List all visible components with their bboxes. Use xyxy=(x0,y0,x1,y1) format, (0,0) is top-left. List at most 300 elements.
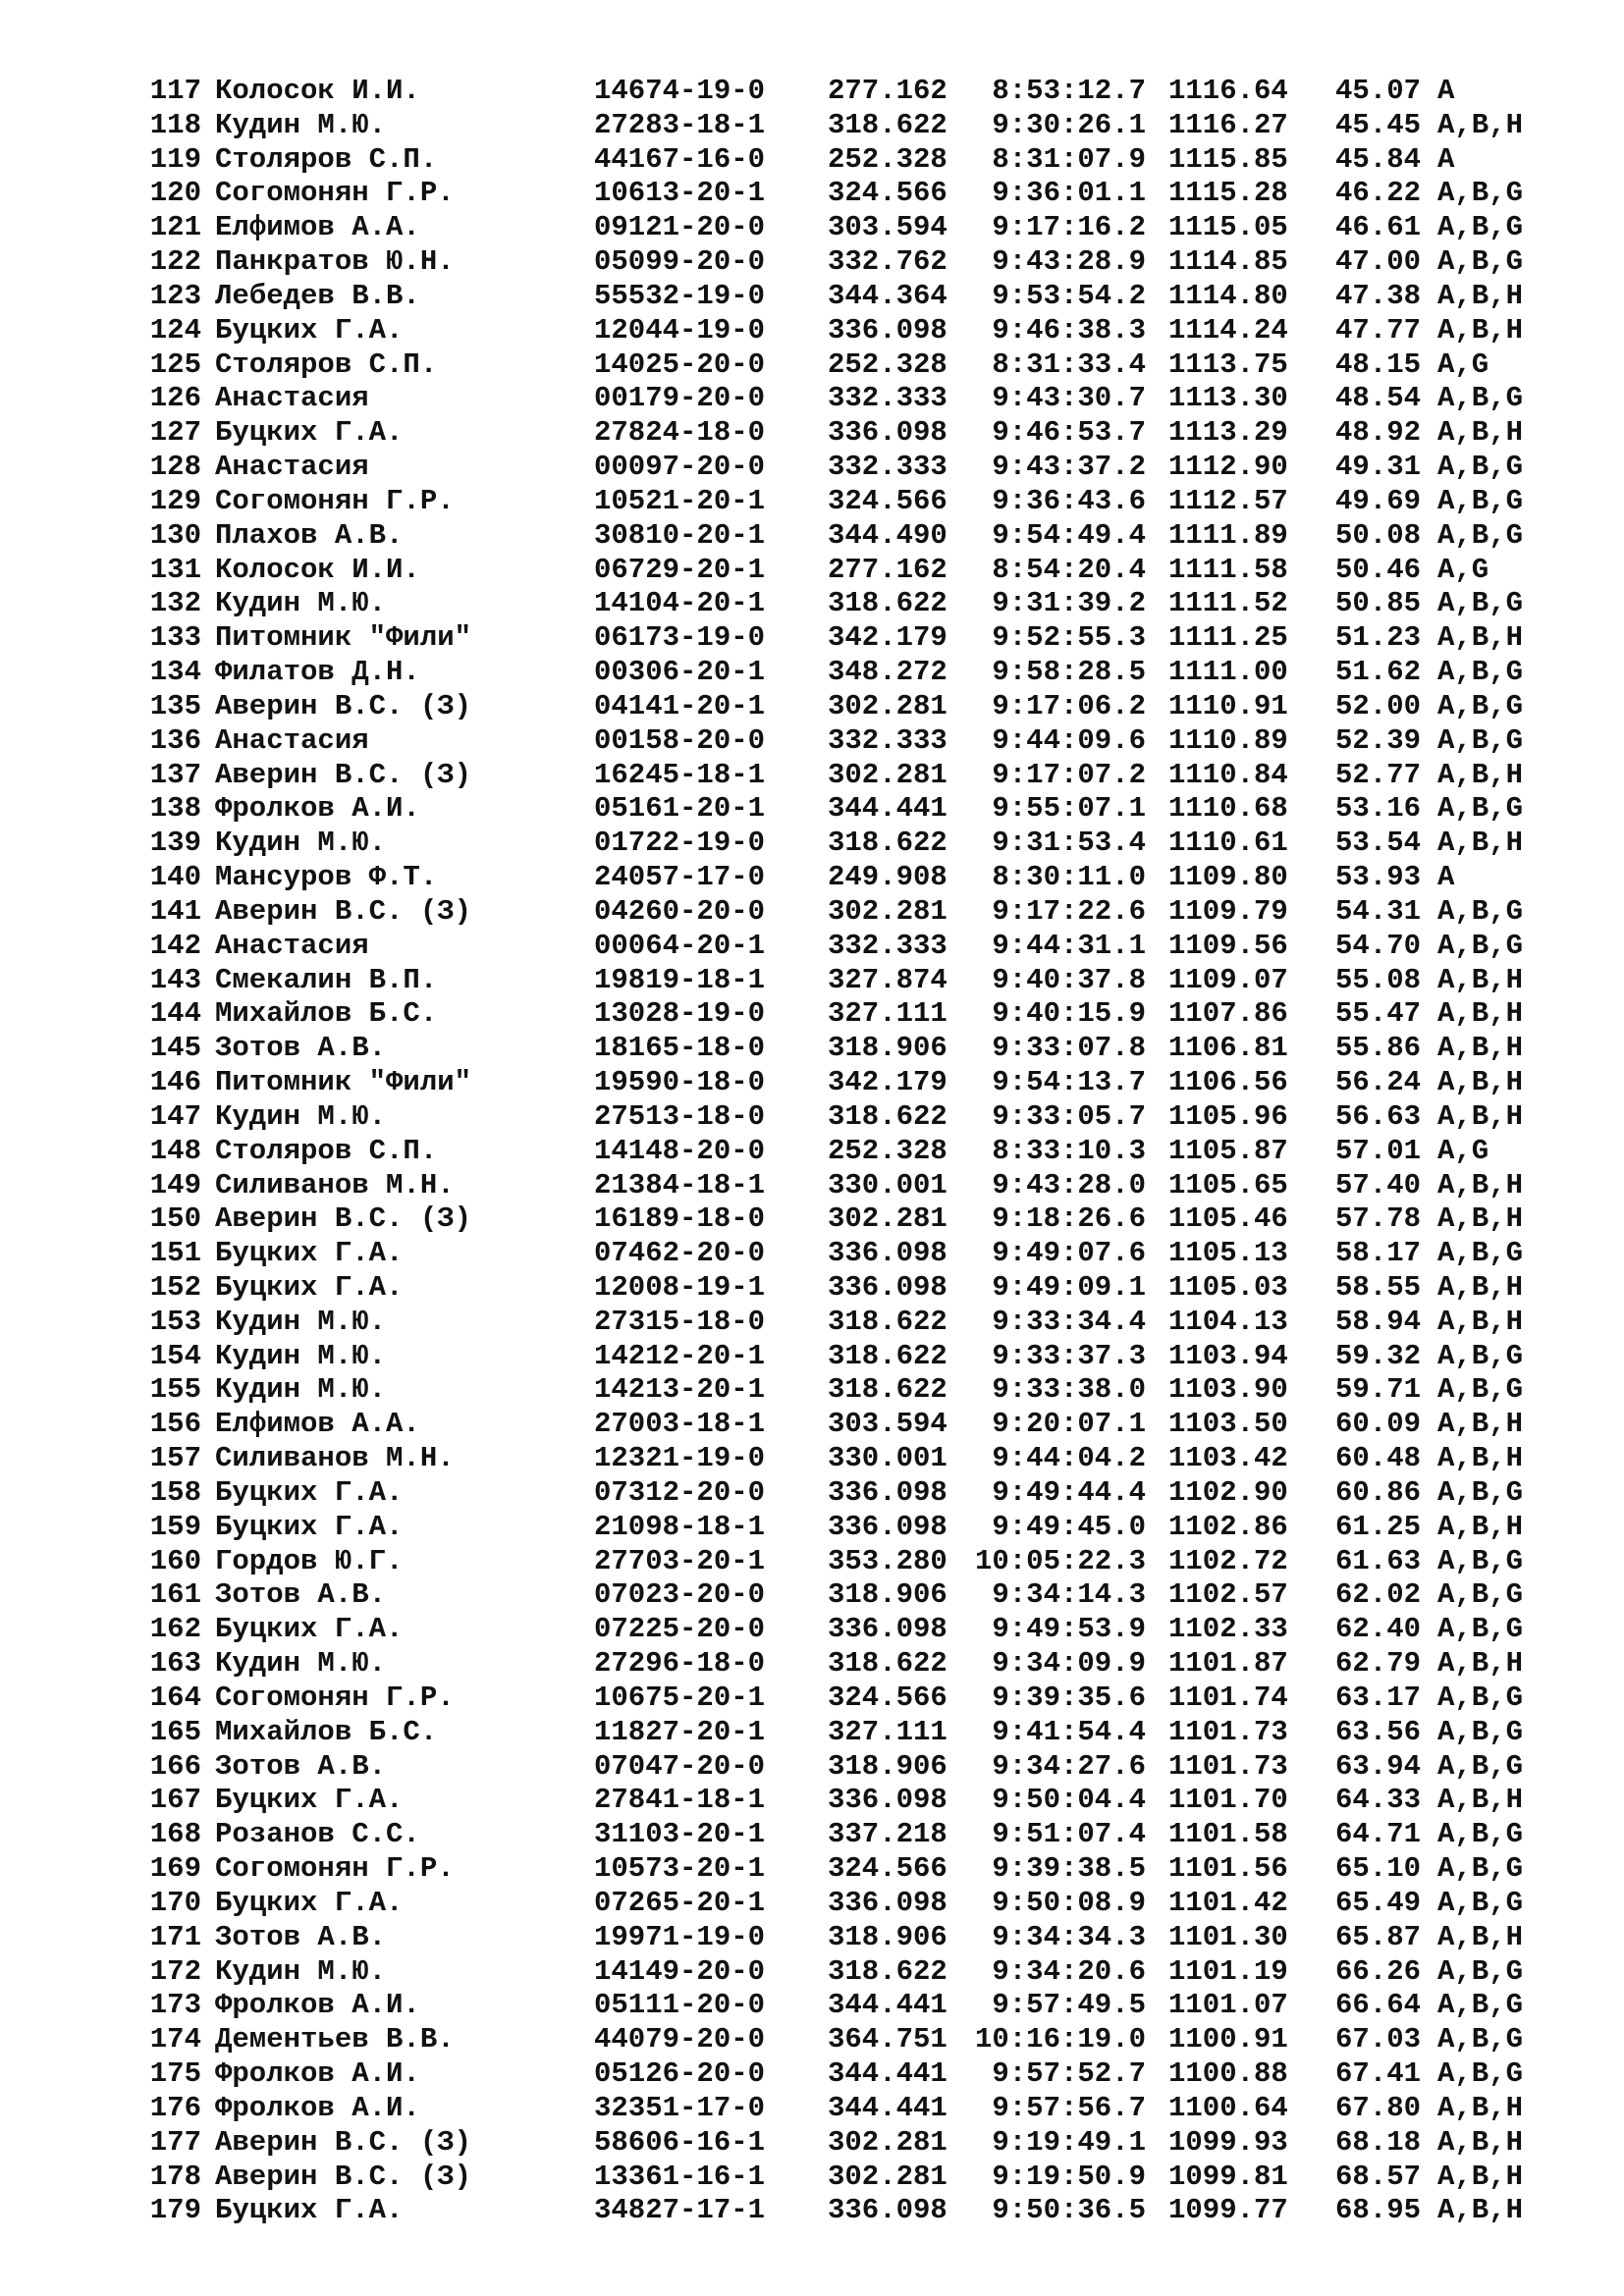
speed-value: 1104.13 xyxy=(1168,1305,1288,1338)
ring-number: 16189-18-0 xyxy=(594,1202,766,1236)
place-number: 156 xyxy=(149,1408,201,1441)
category-tags: A,B,H xyxy=(1437,416,1524,450)
category-tags: A,B,G xyxy=(1437,382,1524,415)
distance-value: 327.111 xyxy=(828,997,947,1031)
coefficient-value: 46.22 xyxy=(1335,177,1422,210)
place-number: 133 xyxy=(149,621,201,655)
distance-value: 336.098 xyxy=(828,2194,947,2227)
speed-value: 1109.79 xyxy=(1168,894,1288,928)
table-row xyxy=(142,348,1537,383)
place-number: 146 xyxy=(149,1066,201,1099)
table-row xyxy=(142,1100,1537,1135)
arrival-time: 9:34:09.9 xyxy=(992,1647,1146,1681)
owner-name: Согомонян Г.Р. xyxy=(215,1681,455,1714)
coefficient-value: 46.61 xyxy=(1335,211,1422,244)
speed-value: 1101.07 xyxy=(1168,1989,1288,2022)
category-tags: A,B,H xyxy=(1437,1032,1524,1065)
ring-number: 14104-20-1 xyxy=(594,587,766,620)
arrival-time: 9:39:38.5 xyxy=(992,1852,1146,1886)
coefficient-value: 67.03 xyxy=(1335,2023,1422,2056)
arrival-time: 9:41:54.4 xyxy=(992,1715,1146,1748)
place-number: 174 xyxy=(149,2023,201,2056)
table-row xyxy=(142,1340,1537,1374)
owner-name: Фролков А.И. xyxy=(215,1989,420,2022)
arrival-time: 9:30:26.1 xyxy=(992,108,1146,141)
place-number: 165 xyxy=(149,1715,201,1748)
place-number: 141 xyxy=(149,894,201,928)
table-row xyxy=(142,109,1537,143)
speed-value: 1113.30 xyxy=(1168,382,1288,415)
ring-number: 01722-19-0 xyxy=(594,827,766,860)
speed-value: 1101.74 xyxy=(1168,1681,1288,1714)
table-row xyxy=(142,1716,1537,1750)
speed-value: 1115.05 xyxy=(1168,211,1288,244)
category-tags: A,B,G xyxy=(1437,894,1524,928)
owner-name: Зотов А.В. xyxy=(215,1032,387,1065)
arrival-time: 9:49:44.4 xyxy=(992,1475,1146,1509)
ring-number: 21098-18-1 xyxy=(594,1510,766,1543)
place-number: 155 xyxy=(149,1373,201,1407)
speed-value: 1099.81 xyxy=(1168,2160,1288,2193)
arrival-time: 9:54:49.4 xyxy=(992,518,1146,552)
distance-value: 364.751 xyxy=(828,2023,947,2056)
owner-name: Фролков А.И. xyxy=(215,2057,420,2091)
place-number: 170 xyxy=(149,1886,201,1919)
owner-name: Кудин М.Ю. xyxy=(215,1954,387,1988)
arrival-time: 9:49:07.6 xyxy=(992,1237,1146,1270)
place-number: 179 xyxy=(149,2194,201,2227)
owner-name: Буцких Г.А. xyxy=(215,313,404,347)
ring-number: 14213-20-1 xyxy=(594,1373,766,1407)
arrival-time: 10:16:19.0 xyxy=(974,2023,1146,2056)
table-row xyxy=(142,1442,1537,1476)
speed-value: 1101.73 xyxy=(1168,1749,1288,1783)
speed-value: 1116.64 xyxy=(1168,75,1288,107)
category-tags: A,B,G xyxy=(1437,1715,1524,1748)
table-row xyxy=(142,861,1537,895)
place-number: 166 xyxy=(149,1749,201,1783)
distance-value: 324.566 xyxy=(828,177,947,210)
coefficient-value: 51.23 xyxy=(1335,621,1422,655)
distance-value: 330.001 xyxy=(828,1168,947,1201)
ring-number: 27513-18-0 xyxy=(594,1099,766,1133)
category-tags: A,B,H xyxy=(1437,758,1524,791)
owner-name: Анастасия xyxy=(215,382,369,415)
arrival-time: 9:36:01.1 xyxy=(992,177,1146,210)
place-number: 162 xyxy=(149,1613,201,1646)
owner-name: Буцких Г.А. xyxy=(215,2194,404,2227)
coefficient-value: 50.08 xyxy=(1335,518,1422,552)
category-tags: A,B,G xyxy=(1437,1749,1524,1783)
table-row xyxy=(142,280,1537,314)
owner-name: Буцких Г.А. xyxy=(215,1886,404,1919)
arrival-time: 8:31:07.9 xyxy=(992,142,1146,176)
owner-name: Кудин М.Ю. xyxy=(215,1647,387,1681)
place-number: 125 xyxy=(149,347,201,381)
table-row xyxy=(142,1545,1537,1579)
place-number: 123 xyxy=(149,279,201,312)
arrival-time: 9:33:38.0 xyxy=(992,1373,1146,1407)
place-number: 152 xyxy=(149,1270,201,1304)
distance-value: 336.098 xyxy=(828,416,947,450)
results-table xyxy=(142,75,1537,2228)
distance-value: 318.622 xyxy=(828,1339,947,1372)
speed-value: 1114.85 xyxy=(1168,245,1288,279)
coefficient-value: 49.69 xyxy=(1335,484,1422,517)
distance-value: 318.622 xyxy=(828,108,947,141)
speed-value: 1110.91 xyxy=(1168,689,1288,722)
category-tags: A,B,G xyxy=(1437,1475,1524,1509)
ring-number: 09121-20-0 xyxy=(594,211,766,244)
arrival-time: 9:43:37.2 xyxy=(992,451,1146,484)
place-number: 168 xyxy=(149,1818,201,1851)
ring-number: 00158-20-0 xyxy=(594,723,766,757)
arrival-time: 9:34:34.3 xyxy=(992,1920,1146,1953)
distance-value: 344.490 xyxy=(828,518,947,552)
owner-name: Зотов А.В. xyxy=(215,1749,387,1783)
category-tags: A,B,G xyxy=(1437,1681,1524,1714)
category-tags: A,B,G xyxy=(1437,689,1524,722)
distance-value: 336.098 xyxy=(828,1613,947,1646)
place-number: 173 xyxy=(149,1989,201,2022)
table-row xyxy=(142,1169,1537,1203)
category-tags: A,B,H xyxy=(1437,1066,1524,1099)
ring-number: 13361-16-1 xyxy=(594,2160,766,2193)
speed-value: 1101.42 xyxy=(1168,1886,1288,1919)
place-number: 151 xyxy=(149,1237,201,1270)
speed-value: 1110.61 xyxy=(1168,827,1288,860)
ring-number: 12044-19-0 xyxy=(594,313,766,347)
category-tags: A,B,G xyxy=(1437,518,1524,552)
owner-name: Анастасия xyxy=(215,723,369,757)
category-tags: A,B,H xyxy=(1437,313,1524,347)
place-number: 134 xyxy=(149,656,201,689)
ring-number: 14212-20-1 xyxy=(594,1339,766,1372)
table-row xyxy=(142,1578,1537,1613)
table-row xyxy=(142,2194,1537,2228)
owner-name: Аверин В.С. (З) xyxy=(215,894,472,928)
distance-value: 318.906 xyxy=(828,1578,947,1612)
coefficient-value: 47.38 xyxy=(1335,279,1422,312)
owner-name: Колосок И.И. xyxy=(215,553,420,586)
place-number: 126 xyxy=(149,382,201,415)
table-row xyxy=(142,792,1537,827)
owner-name: Столяров С.П. xyxy=(215,347,438,381)
owner-name: Анастасия xyxy=(215,451,369,484)
owner-name: Михайлов Б.С. xyxy=(215,997,438,1031)
coefficient-value: 49.31 xyxy=(1335,451,1422,484)
distance-value: 336.098 xyxy=(828,313,947,347)
owner-name: Фролков А.И. xyxy=(215,2091,420,2124)
owner-name: Розанов С.С. xyxy=(215,1818,420,1851)
owner-name: Анастасия xyxy=(215,929,369,962)
owner-name: Елфимов А.А. xyxy=(215,1408,420,1441)
coefficient-value: 47.77 xyxy=(1335,313,1422,347)
arrival-time: 8:30:11.0 xyxy=(992,861,1146,894)
owner-name: Аверин В.С. (З) xyxy=(215,758,472,791)
ring-number: 16245-18-1 xyxy=(594,758,766,791)
speed-value: 1101.19 xyxy=(1168,1954,1288,1988)
table-row xyxy=(142,485,1537,519)
coefficient-value: 65.87 xyxy=(1335,1920,1422,1953)
distance-value: 324.566 xyxy=(828,1681,947,1714)
place-number: 142 xyxy=(149,929,201,962)
distance-value: 252.328 xyxy=(828,142,947,176)
speed-value: 1102.33 xyxy=(1168,1613,1288,1646)
owner-name: Аверин В.С. (З) xyxy=(215,689,472,722)
coefficient-value: 58.17 xyxy=(1335,1237,1422,1270)
owner-name: Колосок И.И. xyxy=(215,75,420,107)
speed-value: 1111.25 xyxy=(1168,621,1288,655)
category-tags: A,B,H xyxy=(1437,1920,1524,1953)
arrival-time: 8:33:10.3 xyxy=(992,1134,1146,1167)
ring-number: 10521-20-1 xyxy=(594,484,766,517)
table-row xyxy=(142,895,1537,930)
category-tags: A,B,G xyxy=(1437,1954,1524,1988)
table-row xyxy=(142,1237,1537,1271)
owner-name: Плахов А.В. xyxy=(215,518,404,552)
table-row xyxy=(142,656,1537,690)
coefficient-value: 45.45 xyxy=(1335,108,1422,141)
category-tags: A,B,H xyxy=(1437,827,1524,860)
distance-value: 303.594 xyxy=(828,1408,947,1441)
coefficient-value: 50.85 xyxy=(1335,587,1422,620)
place-number: 150 xyxy=(149,1202,201,1236)
table-row xyxy=(142,1750,1537,1785)
table-row xyxy=(142,1511,1537,1545)
category-tags: A,B,H xyxy=(1437,621,1524,655)
ring-number: 19819-18-1 xyxy=(594,963,766,996)
category-tags: A,B,G xyxy=(1437,1852,1524,1886)
arrival-time: 9:49:45.0 xyxy=(992,1510,1146,1543)
owner-name: Лебедев В.В. xyxy=(215,279,420,312)
ring-number: 10613-20-1 xyxy=(594,177,766,210)
arrival-time: 9:34:20.6 xyxy=(992,1954,1146,1988)
speed-value: 1102.90 xyxy=(1168,1475,1288,1509)
category-tags: A,B,G xyxy=(1437,587,1524,620)
place-number: 145 xyxy=(149,1032,201,1065)
coefficient-value: 62.40 xyxy=(1335,1613,1422,1646)
place-number: 139 xyxy=(149,827,201,860)
coefficient-value: 56.24 xyxy=(1335,1066,1422,1099)
coefficient-value: 68.18 xyxy=(1335,2125,1422,2159)
owner-name: Панкратов Ю.Н. xyxy=(215,245,455,279)
owner-name: Зотов А.В. xyxy=(215,1920,387,1953)
coefficient-value: 66.64 xyxy=(1335,1989,1422,2022)
distance-value: 348.272 xyxy=(828,656,947,689)
coefficient-value: 51.62 xyxy=(1335,656,1422,689)
distance-value: 318.622 xyxy=(828,1647,947,1681)
place-number: 178 xyxy=(149,2160,201,2193)
table-row xyxy=(142,759,1537,793)
ring-number: 19590-18-0 xyxy=(594,1066,766,1099)
distance-value: 277.162 xyxy=(828,553,947,586)
arrival-time: 9:46:53.7 xyxy=(992,416,1146,450)
place-number: 128 xyxy=(149,451,201,484)
place-number: 172 xyxy=(149,1954,201,1988)
arrival-time: 9:50:36.5 xyxy=(992,2194,1146,2227)
category-tags: A xyxy=(1437,75,1455,107)
speed-value: 1107.86 xyxy=(1168,997,1288,1031)
ring-number: 12321-19-0 xyxy=(594,1442,766,1475)
distance-value: 344.441 xyxy=(828,2057,947,2091)
ring-number: 06729-20-1 xyxy=(594,553,766,586)
owner-name: Буцких Г.А. xyxy=(215,1237,404,1270)
ring-number: 04260-20-0 xyxy=(594,894,766,928)
coefficient-value: 62.79 xyxy=(1335,1647,1422,1681)
category-tags: A,B,G xyxy=(1437,1613,1524,1646)
table-row xyxy=(142,519,1537,554)
place-number: 177 xyxy=(149,2125,201,2159)
category-tags: A,B,G xyxy=(1437,1886,1524,1919)
table-row xyxy=(142,964,1537,998)
coefficient-value: 48.92 xyxy=(1335,416,1422,450)
ring-number: 10573-20-1 xyxy=(594,1852,766,1886)
arrival-time: 9:44:31.1 xyxy=(992,929,1146,962)
arrival-time: 9:17:07.2 xyxy=(992,758,1146,791)
place-number: 158 xyxy=(149,1475,201,1509)
distance-value: 344.441 xyxy=(828,2091,947,2124)
ring-number: 24057-17-0 xyxy=(594,861,766,894)
table-row xyxy=(142,1921,1537,1955)
table-row xyxy=(142,1818,1537,1852)
coefficient-value: 60.86 xyxy=(1335,1475,1422,1509)
ring-number: 00097-20-0 xyxy=(594,451,766,484)
table-row xyxy=(142,451,1537,485)
owner-name: Кудин М.Ю. xyxy=(215,108,387,141)
owner-name: Силиванов М.Н. xyxy=(215,1442,455,1475)
place-number: 143 xyxy=(149,963,201,996)
owner-name: Елфимов А.А. xyxy=(215,211,420,244)
coefficient-value: 63.94 xyxy=(1335,1749,1422,1783)
speed-value: 1105.65 xyxy=(1168,1168,1288,1201)
speed-value: 1100.91 xyxy=(1168,2023,1288,2056)
place-number: 164 xyxy=(149,1681,201,1714)
speed-value: 1100.64 xyxy=(1168,2091,1288,2124)
arrival-time: 9:57:49.5 xyxy=(992,1989,1146,2022)
ring-number: 14674-19-0 xyxy=(594,75,766,107)
place-number: 119 xyxy=(149,142,201,176)
category-tags: A,B,G xyxy=(1437,723,1524,757)
distance-value: 252.328 xyxy=(828,1134,947,1167)
coefficient-value: 60.48 xyxy=(1335,1442,1422,1475)
table-row xyxy=(142,1306,1537,1340)
distance-value: 342.179 xyxy=(828,621,947,655)
category-tags: A,B,G xyxy=(1437,2057,1524,2091)
table-row xyxy=(142,2092,1537,2126)
distance-value: 337.218 xyxy=(828,1818,947,1851)
distance-value: 336.098 xyxy=(828,1237,947,1270)
speed-value: 1101.58 xyxy=(1168,1818,1288,1851)
place-number: 136 xyxy=(149,723,201,757)
speed-value: 1101.70 xyxy=(1168,1784,1288,1817)
place-number: 163 xyxy=(149,1647,201,1681)
arrival-time: 9:52:55.3 xyxy=(992,621,1146,655)
distance-value: 344.441 xyxy=(828,792,947,826)
owner-name: Буцких Г.А. xyxy=(215,1270,404,1304)
distance-value: 332.333 xyxy=(828,451,947,484)
speed-value: 1111.00 xyxy=(1168,656,1288,689)
speed-value: 1115.85 xyxy=(1168,142,1288,176)
speed-value: 1114.24 xyxy=(1168,313,1288,347)
arrival-time: 9:53:54.2 xyxy=(992,279,1146,312)
owner-name: Питомник "Фили" xyxy=(215,1066,472,1099)
distance-value: 318.906 xyxy=(828,1749,947,1783)
table-row xyxy=(142,1887,1537,1921)
ring-number: 10675-20-1 xyxy=(594,1681,766,1714)
category-tags: A,B,H xyxy=(1437,1647,1524,1681)
ring-number: 06173-19-0 xyxy=(594,621,766,655)
table-row xyxy=(142,2057,1537,2092)
coefficient-value: 53.16 xyxy=(1335,792,1422,826)
category-tags: A,B,G xyxy=(1437,656,1524,689)
ring-number: 34827-17-1 xyxy=(594,2194,766,2227)
table-row xyxy=(142,1202,1537,1237)
place-number: 137 xyxy=(149,758,201,791)
place-number: 159 xyxy=(149,1510,201,1543)
coefficient-value: 68.57 xyxy=(1335,2160,1422,2193)
ring-number: 30810-20-1 xyxy=(594,518,766,552)
arrival-time: 9:50:08.9 xyxy=(992,1886,1146,1919)
category-tags: A,B,H xyxy=(1437,2194,1524,2227)
owner-name: Кудин М.Ю. xyxy=(215,587,387,620)
speed-value: 1102.86 xyxy=(1168,1510,1288,1543)
speed-value: 1102.57 xyxy=(1168,1578,1288,1612)
arrival-time: 9:36:43.6 xyxy=(992,484,1146,517)
coefficient-value: 61.63 xyxy=(1335,1544,1422,1577)
speed-value: 1115.28 xyxy=(1168,177,1288,210)
category-tags: A,B,H xyxy=(1437,2160,1524,2193)
category-tags: A,B,H xyxy=(1437,997,1524,1031)
table-row xyxy=(142,143,1537,178)
category-tags: A,B,H xyxy=(1437,279,1524,312)
category-tags: A,G xyxy=(1437,1134,1489,1167)
coefficient-value: 52.77 xyxy=(1335,758,1422,791)
speed-value: 1103.90 xyxy=(1168,1373,1288,1407)
speed-value: 1111.89 xyxy=(1168,518,1288,552)
category-tags: A,G xyxy=(1437,553,1489,586)
place-number: 160 xyxy=(149,1544,201,1577)
coefficient-value: 57.78 xyxy=(1335,1202,1422,1236)
arrival-time: 9:40:15.9 xyxy=(992,997,1146,1031)
arrival-time: 9:17:16.2 xyxy=(992,211,1146,244)
coefficient-value: 60.09 xyxy=(1335,1408,1422,1441)
owner-name: Фролков А.И. xyxy=(215,792,420,826)
speed-value: 1106.81 xyxy=(1168,1032,1288,1065)
distance-value: 327.874 xyxy=(828,963,947,996)
coefficient-value: 50.46 xyxy=(1335,553,1422,586)
speed-value: 1105.96 xyxy=(1168,1099,1288,1133)
table-row xyxy=(142,587,1537,621)
owner-name: Силиванов М.Н. xyxy=(215,1168,455,1201)
speed-value: 1111.52 xyxy=(1168,587,1288,620)
table-row xyxy=(142,2161,1537,2195)
table-row xyxy=(142,1955,1537,1990)
arrival-time: 8:31:33.4 xyxy=(992,347,1146,381)
ring-number: 55532-19-0 xyxy=(594,279,766,312)
table-row xyxy=(142,2023,1537,2057)
place-number: 147 xyxy=(149,1099,201,1133)
distance-value: 277.162 xyxy=(828,75,947,107)
owner-name: Буцких Г.А. xyxy=(215,416,404,450)
coefficient-value: 57.01 xyxy=(1335,1134,1422,1167)
place-number: 120 xyxy=(149,177,201,210)
category-tags: A,B,H xyxy=(1437,108,1524,141)
place-number: 176 xyxy=(149,2091,201,2124)
distance-value: 252.328 xyxy=(828,347,947,381)
distance-value: 332.333 xyxy=(828,723,947,757)
owner-name: Согомонян Г.Р. xyxy=(215,177,455,210)
